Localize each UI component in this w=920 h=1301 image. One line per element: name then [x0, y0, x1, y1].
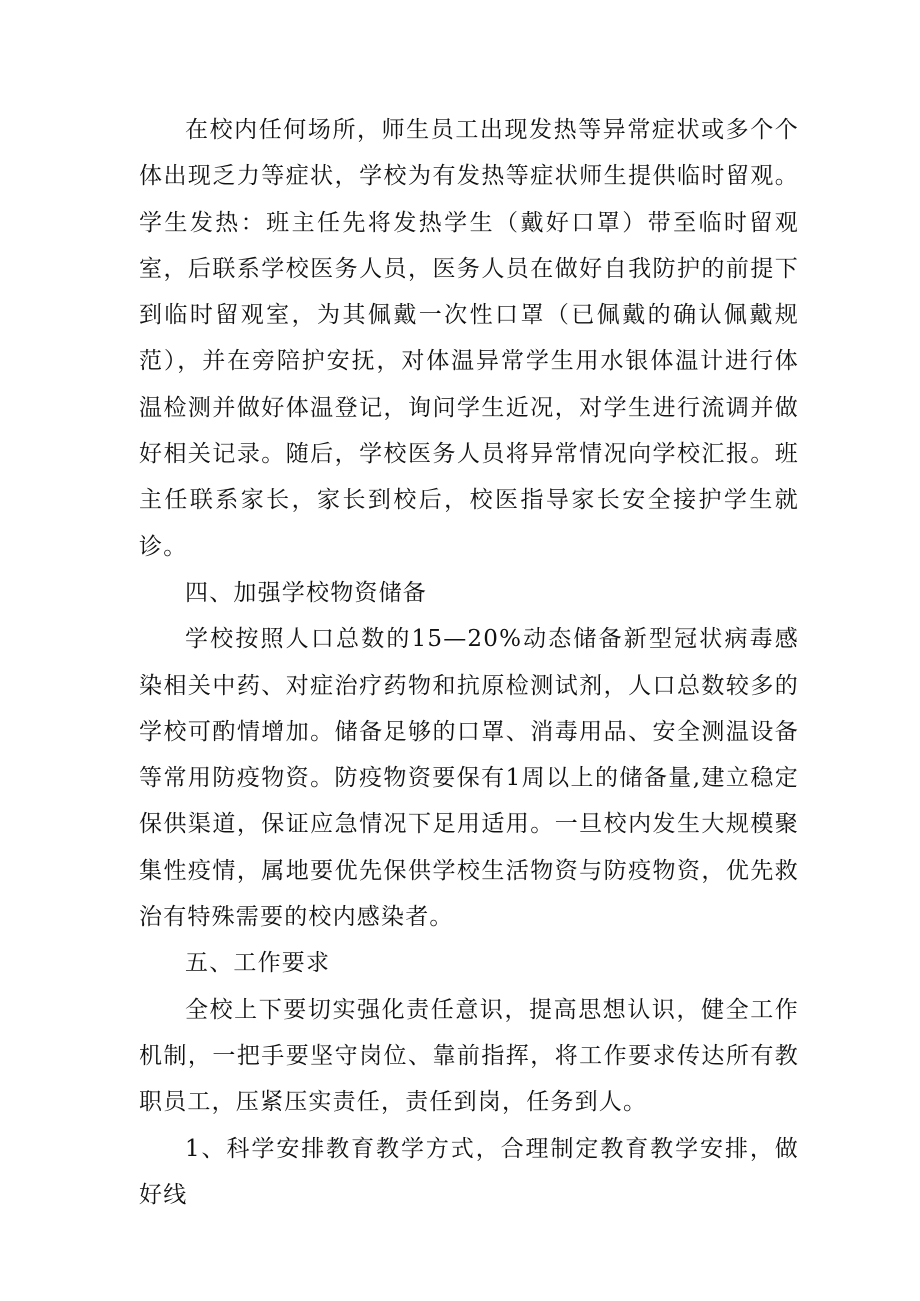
document-body — [139, 107, 799, 1218]
section-heading-requirements: 五、工作要求 — [185, 950, 331, 977]
paragraph-requirements: 全校上下要切实强化责任意识，提高思想认识，健全工作机制，一把手要坚守岗位、靠前指挥，将工作要求传达所有教职员工，压紧压实责任，责任到岗，任务到人。 — [139, 996, 799, 1116]
section-heading-supplies: 四、加强学校物资储备 — [185, 579, 427, 606]
paragraph-supplies: 学校按照人口总数的15—20%动态储备新型冠状病毒感染相关中药、对症治疗药物和抗原检测试剂，人口总数较多的学校可酌情增加。储备足够的口罩、消毒用品、安全测温设备等常用防疫物资。防疫物资要保有1周以上的储备量,建立稳定保供渠道，保证应急情况下足用适用。一旦校内发生大规模聚集性疫情，属地要优先保供学校生活物资与防疫物资，优先救治有特殊需要的校内感染者。 — [139, 626, 799, 931]
paragraph-isolation-procedure: 在校内任何场所，师生员工出现发热等异常症状或多个个体出现乏力等症状，学校为有发热等症状师生提供临时留观。学生发热：班主任先将发热学生（戴好口罩）带至临时留观室，后联系学校医务人员，医务人员在做好自我防护的前提下到临时留观室，为其佩戴一次性口罩（已佩戴的确认佩戴规范），并在旁陪护安抚，对体温异常学生用水银体温计进行体温检测并做好体温登记，询问学生近况，对学生进行流调并做好相关记录。随后，学校医务人员将异常情况向学校汇报。班主任联系家长，家长到校后，校医指导家长安全接护学生就诊。 — [139, 117, 799, 560]
paragraph-item-1: 1、科学安排教育教学方式，合理制定教育教学安排，做好线 — [139, 1135, 799, 1208]
